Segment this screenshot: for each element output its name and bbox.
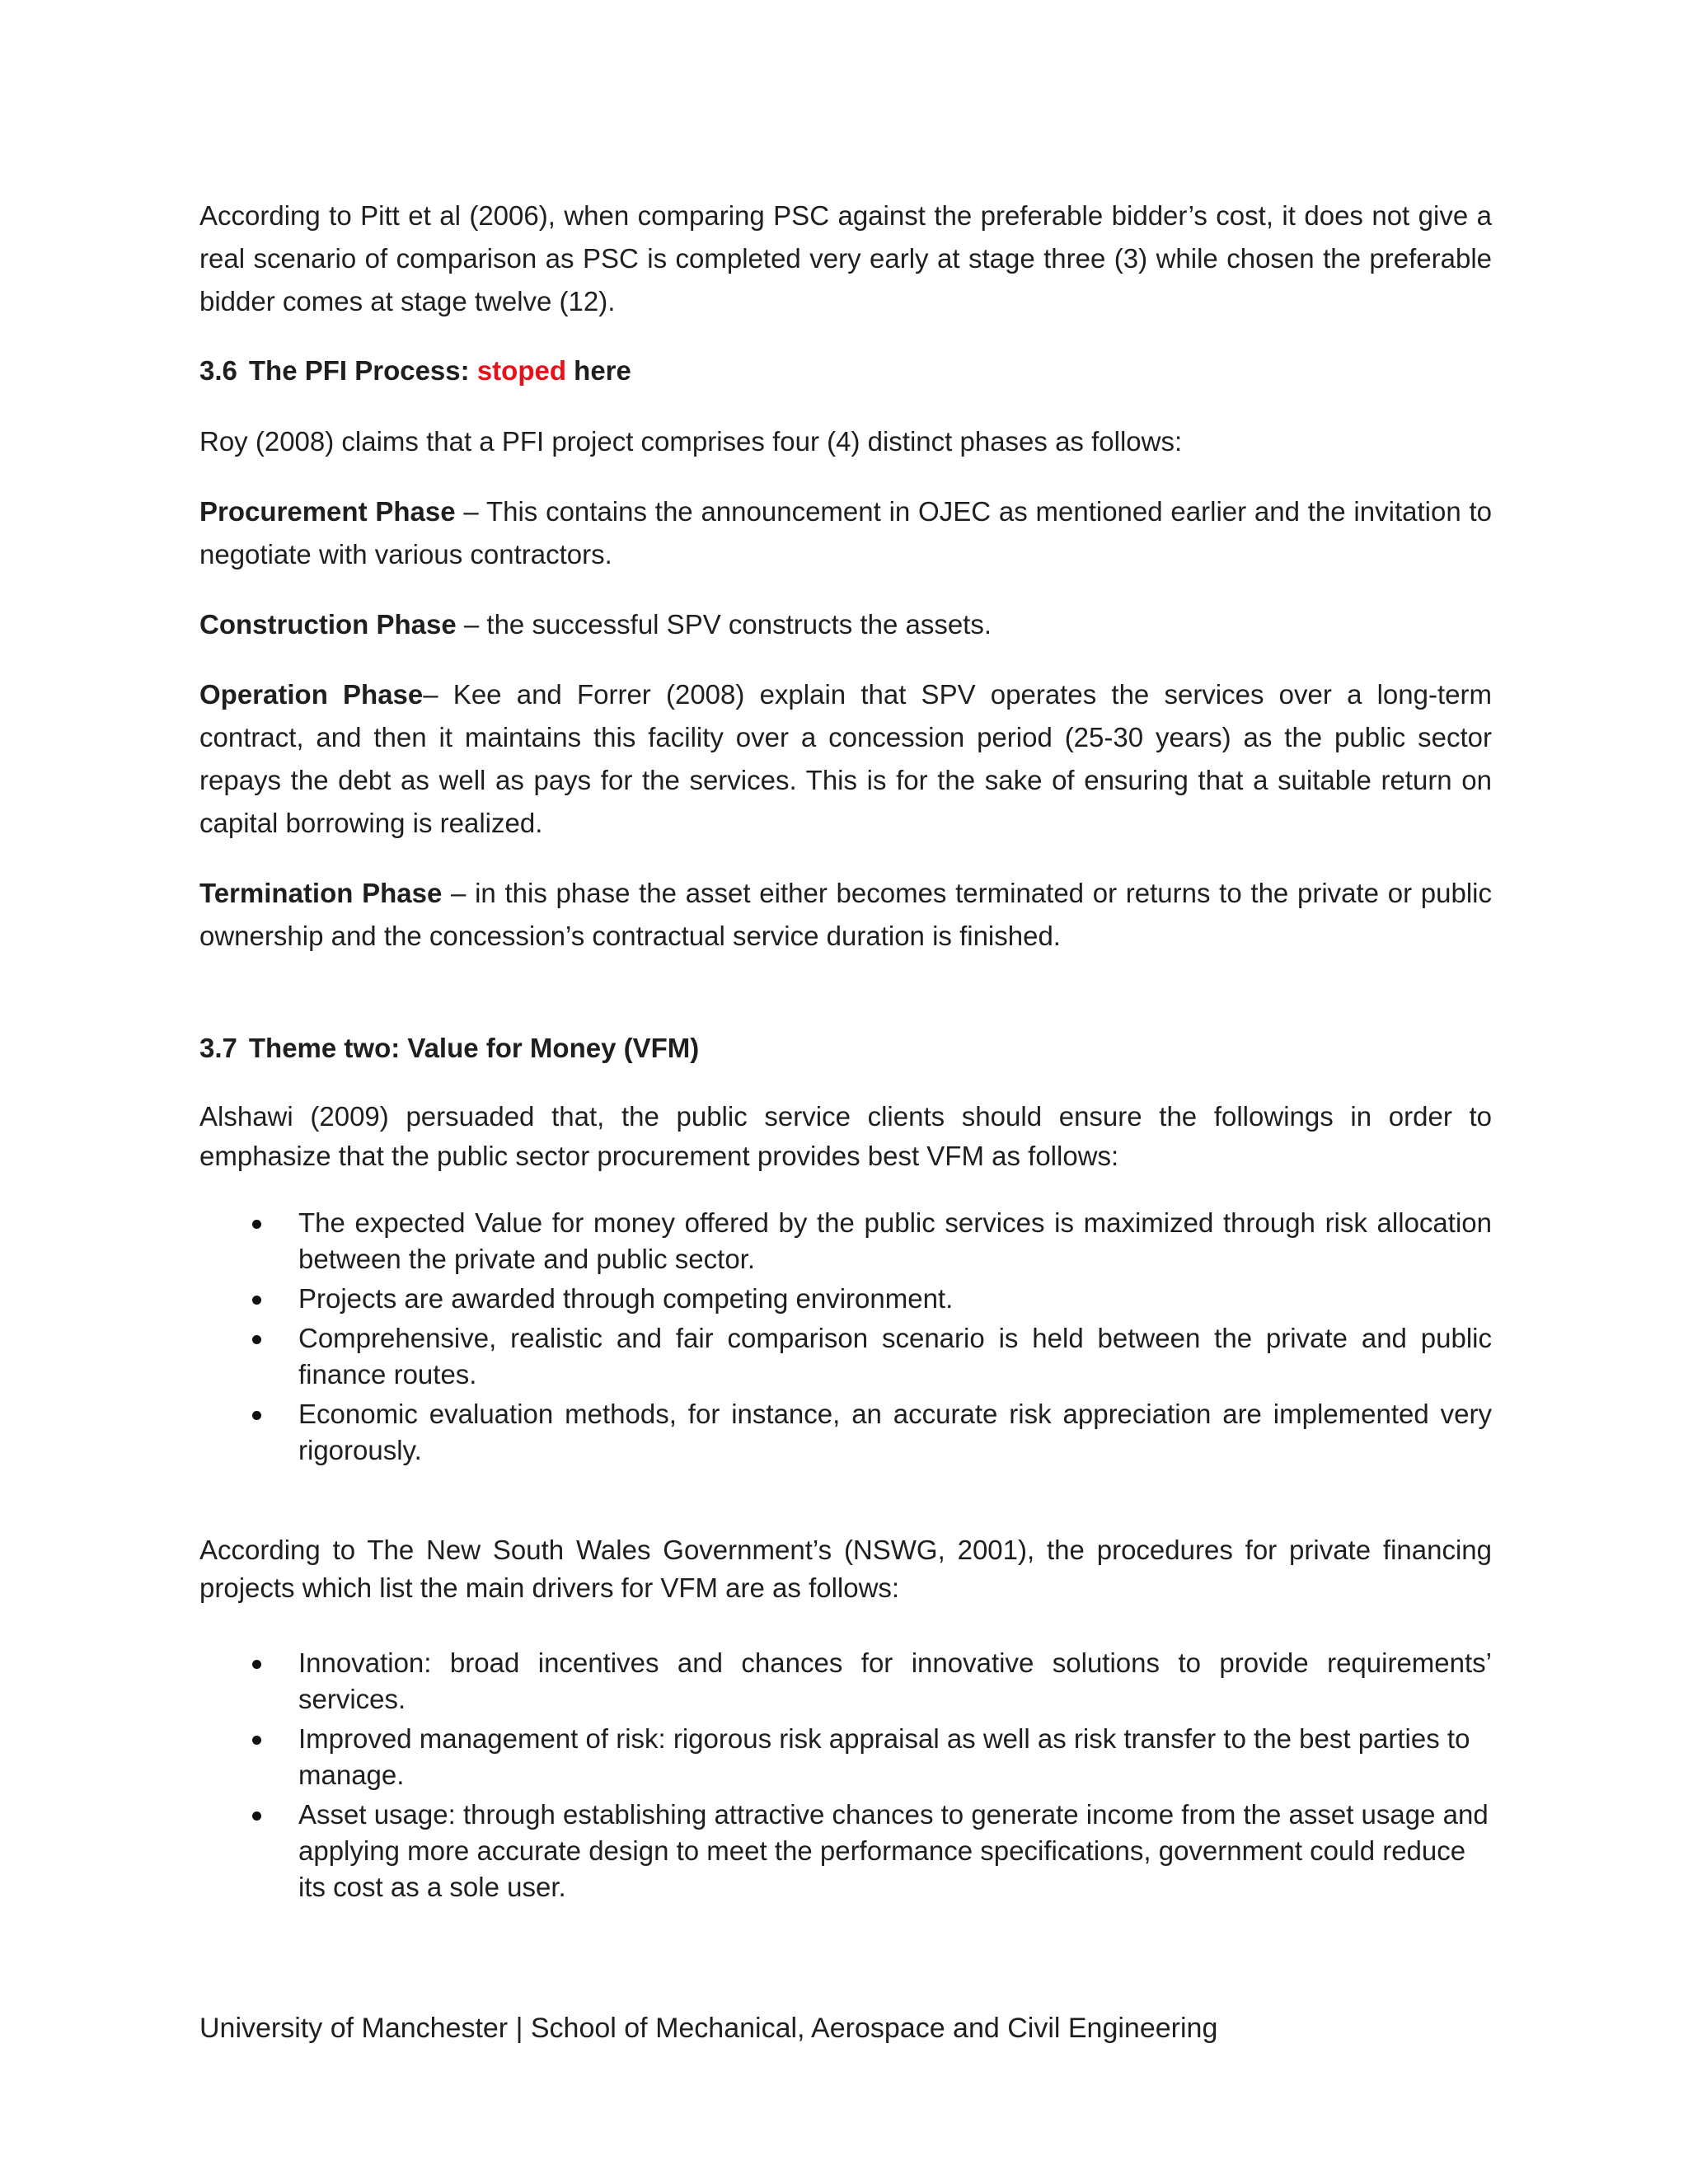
section-3-7-heading: [199, 1027, 699, 1070]
page-footer: University of Manchester | School of Mechanical, Aerospace and Civil Engineering: [199, 2013, 1218, 2044]
roy-paragraph: Roy (2008) claims that a PFI project comprises four (4) distinct phases as follows:: [199, 426, 1183, 457]
list-item: Innovation: broad incentives and chances for innovative solutions to provide requirements’ services.: [199, 1645, 1492, 1718]
phase-text: – This contains the announcement in OJEC as mentioned earlier and the invitation to negotiate with various contractors.: [199, 496, 1492, 569]
bullet-icon: [252, 1660, 261, 1669]
phase-term: Construction Phase: [199, 609, 457, 640]
phase-procurement: [199, 490, 1492, 576]
phase-term: Procurement Phase: [199, 496, 456, 527]
phase-term: Termination Phase: [199, 878, 443, 908]
bullet-icon: [252, 1411, 261, 1420]
section-3-6-number: 3.6: [199, 355, 237, 386]
list-item: Economic evaluation methods, for instance, an accurate risk appreciation are implemented very rigorously.: [199, 1396, 1492, 1469]
list-item: Asset usage: through establishing attractive chances to generate income from the asset usage and applying more accurate design to meet the performance specifications, government could reduce its cost as a sole user.: [199, 1797, 1492, 1905]
section-3-6-note-red: stoped: [476, 355, 566, 386]
phase-operation: [199, 673, 1492, 845]
list-item: Improved management of risk: rigorous risk appraisal as well as risk transfer to the best parties to manage.: [199, 1721, 1492, 1793]
section-3-6-title: The PFI Process:: [248, 355, 470, 386]
phase-text: – in this phase the asset either becomes terminated or returns to the private or public ownership and the concession’s contractual service duration is finished.: [199, 878, 1492, 951]
section-3-6-heading: [199, 349, 631, 392]
bullet-icon: [252, 1220, 261, 1229]
list-item: The expected Value for money offered by the public services is maximized through risk allocation between the private and public sector.: [199, 1205, 1492, 1277]
driver-bullet-list: [199, 1645, 1492, 1909]
phase-construction: [199, 603, 1492, 646]
bullet-icon: [252, 1335, 261, 1344]
nswg-paragraph: According to The New South Wales Government’s (NSWG, 2001), the procedures for private financing projects which list the main drivers for VFM are as follows:: [199, 1535, 1492, 1603]
phase-text: – Kee and Forrer (2008) explain that SPV operates the services over a long-term contract, and then it maintains this facility over a concession period (25-30 years) as the public sector repays the debt as well as pays for the services. This is for the sake of ensuring that a suitable return on capital borrowing is realized.: [199, 679, 1492, 838]
document-page: [199, 0, 1492, 2184]
phase-termination: [199, 872, 1492, 958]
section-3-7-number: 3.7: [199, 1033, 237, 1063]
phase-term: Operation Phase: [199, 679, 424, 710]
list-item: Comprehensive, realistic and fair comparison scenario is held between the private and public finance routes.: [199, 1320, 1492, 1393]
bullet-icon: [252, 1736, 261, 1745]
section-3-6-note-rest: here: [574, 355, 631, 386]
bullet-icon: [252, 1811, 261, 1821]
intro-paragraph: According to Pitt et al (2006), when comparing PSC against the preferable bidder’s cost, it does not give a real scenario of comparison as PSC is completed very early at stage three (3) while chosen the preferable bidder comes at stage twelve (12).: [199, 200, 1492, 316]
vfm-bullet-list: [199, 1205, 1492, 1472]
bullet-icon: [252, 1296, 261, 1305]
section-3-7-title: Theme two: Value for Money (VFM): [248, 1033, 700, 1063]
list-item: Projects are awarded through competing environment.: [199, 1281, 1492, 1317]
phase-text: – the successful SPV constructs the assets.: [456, 609, 992, 640]
alshawi-paragraph: Alshawi (2009) persuaded that, the public service clients should ensure the followings in order to emphasize that the public sector procurement provides best VFM as follows:: [199, 1101, 1492, 1171]
